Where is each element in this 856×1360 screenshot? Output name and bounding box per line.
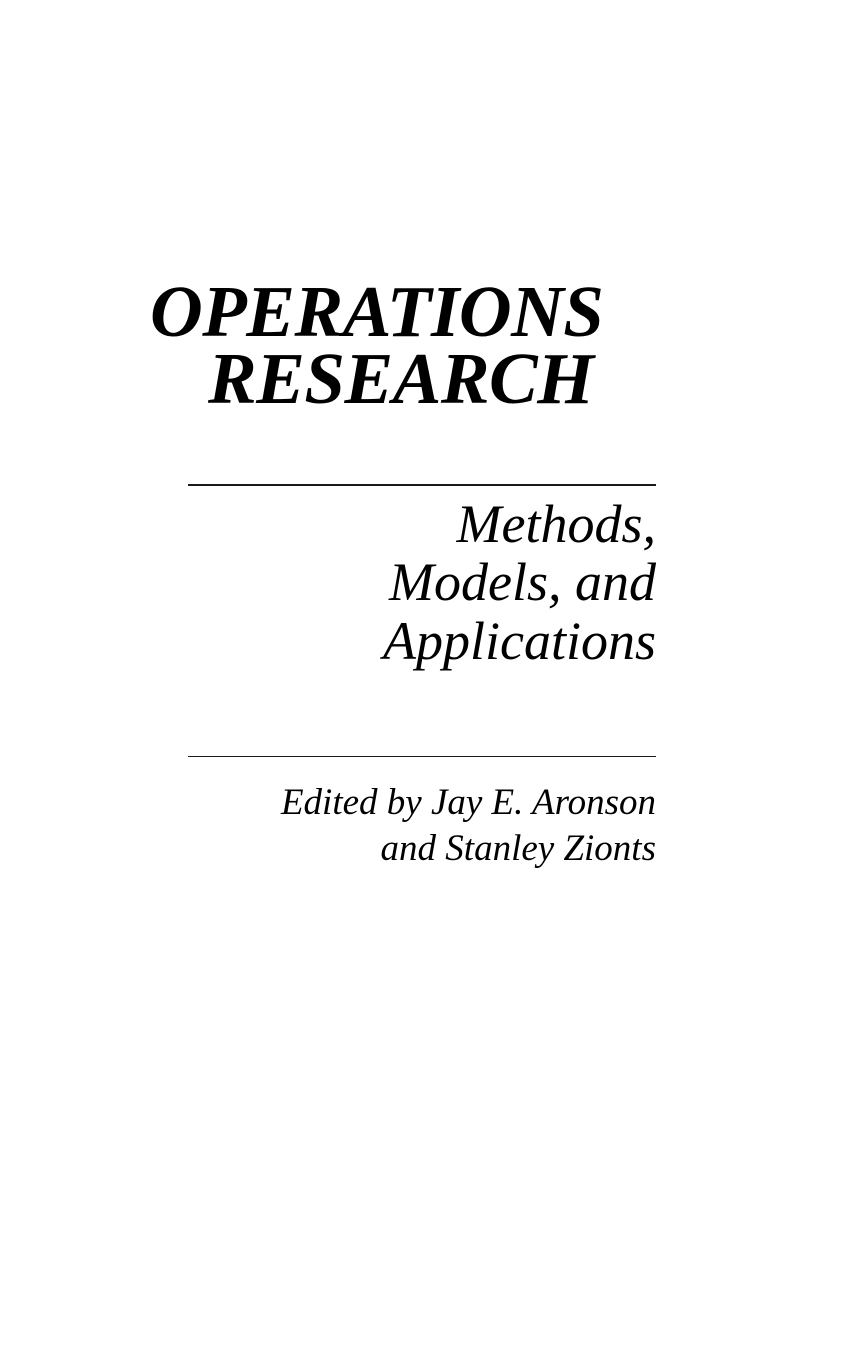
main-title-heading [150, 271, 660, 420]
editor-line-2: and Stanley Zionts [380, 828, 656, 870]
subtitle-line-2: Models, and [389, 552, 656, 613]
book-title [150, 271, 660, 420]
editor-line-1: Edited by Jay E. Aronson [280, 782, 656, 823]
main-title-line-1: OPERATIONS [150, 271, 604, 352]
subtitle-line-1: Methods, [456, 494, 656, 554]
subtitle-line-3: Applications [383, 610, 656, 671]
book-subtitle [188, 495, 656, 670]
divider-above-subtitle [188, 484, 656, 486]
editor-credits [188, 780, 656, 873]
divider-below-subtitle [188, 756, 656, 757]
main-title-line-2: RESEARCH [208, 338, 594, 420]
